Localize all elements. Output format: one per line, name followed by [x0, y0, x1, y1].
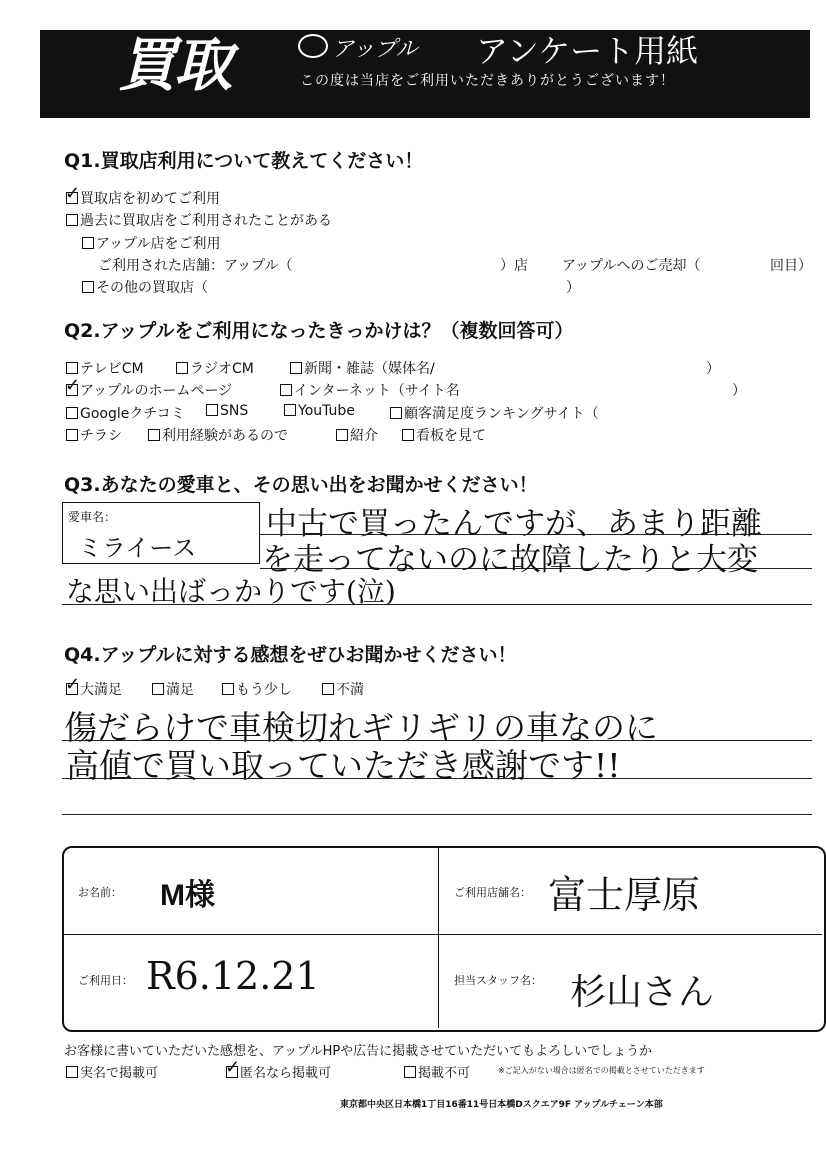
panel-divider-vertical	[438, 846, 439, 1028]
checkbox[interactable]	[148, 429, 160, 441]
checkbox[interactable]	[290, 362, 302, 374]
checkbox[interactable]	[402, 429, 414, 441]
q2-option-signboard[interactable]: 看板を見て	[402, 425, 486, 445]
consent-anonymous[interactable]: ✓ 匿名なら掲載可	[225, 1057, 332, 1081]
comment-text-line1: 傷だらけで車検切れギリギリの車なのに	[64, 708, 658, 747]
q4-option-very[interactable]: ✓ 大満足	[65, 674, 122, 698]
name-value: M様	[160, 879, 215, 912]
q3-title: Q3.あなたの愛車と、その思い出をお聞かせください！	[64, 474, 538, 496]
kaitori-logo: 買取	[118, 31, 231, 99]
check-mark-icon: ✓	[65, 674, 81, 695]
q2-option-google[interactable]: Googleクチコミ	[66, 403, 185, 423]
q4-title: Q4.アップルに対する感想をぜひお聞かせください！	[64, 644, 517, 666]
q1-option-first[interactable]: ✓ 買取店を初めてご利用	[65, 183, 220, 207]
checkbox[interactable]	[66, 362, 78, 374]
q1-title: Q1.買取店利用について教えてください！	[64, 150, 424, 172]
q2-option-referral[interactable]: 紹介	[336, 425, 378, 445]
q1-option-past[interactable]: 過去に買取店をご利用されたことがある	[66, 210, 332, 230]
date-label: ご利用日：	[78, 974, 133, 987]
q1-store-used: ご利用された店舗：アップル（	[98, 258, 293, 274]
staff-label: 担当スタッフ名：	[454, 974, 542, 987]
memory-text-line3: な思い出ばっかりです(泣)	[66, 575, 396, 608]
car-name-label: 愛車名：	[68, 510, 117, 524]
q2-option-radio[interactable]: ラジオCM	[176, 358, 254, 378]
check-mark-icon: ✓	[65, 375, 81, 396]
q1-option-apple[interactable]: アップル店をご利用	[82, 233, 220, 253]
q2-internet-close: ）	[732, 383, 746, 399]
q4-option-more[interactable]: もう少し	[222, 679, 292, 699]
panel-divider-horizontal	[62, 934, 822, 935]
store-label: ご利用店舗名：	[454, 886, 531, 899]
checkbox[interactable]	[66, 407, 78, 419]
q1-store-suffix: ）店	[500, 258, 528, 274]
q2-option-newspaper[interactable]: 新聞・雑誌（媒体名/	[290, 358, 435, 378]
q2-option-tv[interactable]: テレビCM	[66, 358, 144, 378]
q2-title: Q2.アップルをご利用になったきっかけは？（複数回答可）	[64, 320, 574, 342]
thanks-message: この度は当店をご利用いただきありがとうございます！	[300, 73, 675, 89]
store-value: 富士厚原	[548, 873, 701, 917]
apple-logo-icon	[298, 34, 328, 58]
checkbox[interactable]	[82, 237, 94, 249]
consent-question: お客様に書いていただいた感想を、アップルHPや広告に掲載させていただいてもよろしいでしょうか	[64, 1044, 653, 1059]
car-name-value: ミライース	[78, 534, 197, 562]
q2-option-flyer[interactable]: チラシ	[66, 425, 122, 445]
checkbox[interactable]	[206, 404, 218, 416]
checkbox[interactable]	[336, 429, 348, 441]
q2-option-internet[interactable]: インターネット（サイト名	[280, 380, 460, 400]
consent-note: ※ご記入がない場合は匿名での掲載とさせていただきます	[498, 1066, 705, 1075]
comment-text-line2: 高値で買い取っていただき感謝です!!	[66, 746, 621, 785]
date-value: R6.12.21	[146, 954, 320, 998]
check-mark-icon: ✓	[65, 183, 81, 204]
checkbox[interactable]	[66, 429, 78, 441]
checkbox-checked[interactable]	[65, 674, 81, 695]
checkbox[interactable]	[66, 1066, 78, 1078]
checkbox-checked[interactable]	[65, 375, 81, 396]
q1-other-suffix: ）	[566, 280, 580, 296]
checkbox-checked[interactable]	[65, 183, 81, 204]
checkbox[interactable]	[322, 683, 334, 695]
q2-option-experience[interactable]: 利用経験があるので	[148, 425, 288, 445]
memory-text-line2: を走ってないのに故障したりと大変	[262, 542, 758, 578]
q4-option-satisfied[interactable]: 満足	[152, 679, 194, 699]
q1-sale-suffix: 回目）	[770, 258, 812, 274]
q2-option-sns[interactable]: SNS	[206, 403, 248, 419]
consent-real-name[interactable]: 実名で掲載可	[66, 1062, 158, 1081]
q2-option-youtube[interactable]: YouTube	[284, 403, 355, 419]
consent-no-publish[interactable]: 掲載不可	[404, 1062, 470, 1081]
apple-brand: アップル	[332, 37, 418, 62]
staff-value: 杉山さん	[570, 972, 715, 1013]
check-mark-icon: ✓	[225, 1057, 241, 1078]
checkbox[interactable]	[82, 281, 94, 293]
checkbox[interactable]	[404, 1066, 416, 1078]
checkbox[interactable]	[222, 683, 234, 695]
checkbox[interactable]	[66, 214, 78, 226]
q1-sale-count: アップルへのご売却（	[562, 258, 701, 274]
name-label: お名前：	[78, 886, 122, 899]
q2-option-ranking[interactable]: 顧客満足度ランキングサイト（	[390, 403, 599, 423]
checkbox[interactable]	[152, 683, 164, 695]
memory-text-line1: 中古で買ったんですが、あまり距離	[266, 506, 762, 542]
checkbox[interactable]	[280, 384, 292, 396]
q2-newspaper-close: ）	[706, 361, 720, 377]
q4-option-unsatisfied[interactable]: 不満	[322, 679, 364, 699]
comment-line-rule	[62, 814, 812, 815]
q1-option-other[interactable]: その他の買取店（	[82, 277, 208, 297]
checkbox-checked[interactable]	[225, 1057, 241, 1078]
checkbox[interactable]	[390, 407, 402, 419]
checkbox[interactable]	[176, 362, 188, 374]
survey-title: アンケート用紙	[476, 32, 699, 70]
q2-option-homepage[interactable]: ✓ アップルのホームページ	[65, 375, 233, 399]
checkbox[interactable]	[284, 404, 296, 416]
company-address: 東京都中央区日本橋1丁目16番11号日本橋Dスクエア9F アップルチェーン本部	[340, 1100, 663, 1110]
